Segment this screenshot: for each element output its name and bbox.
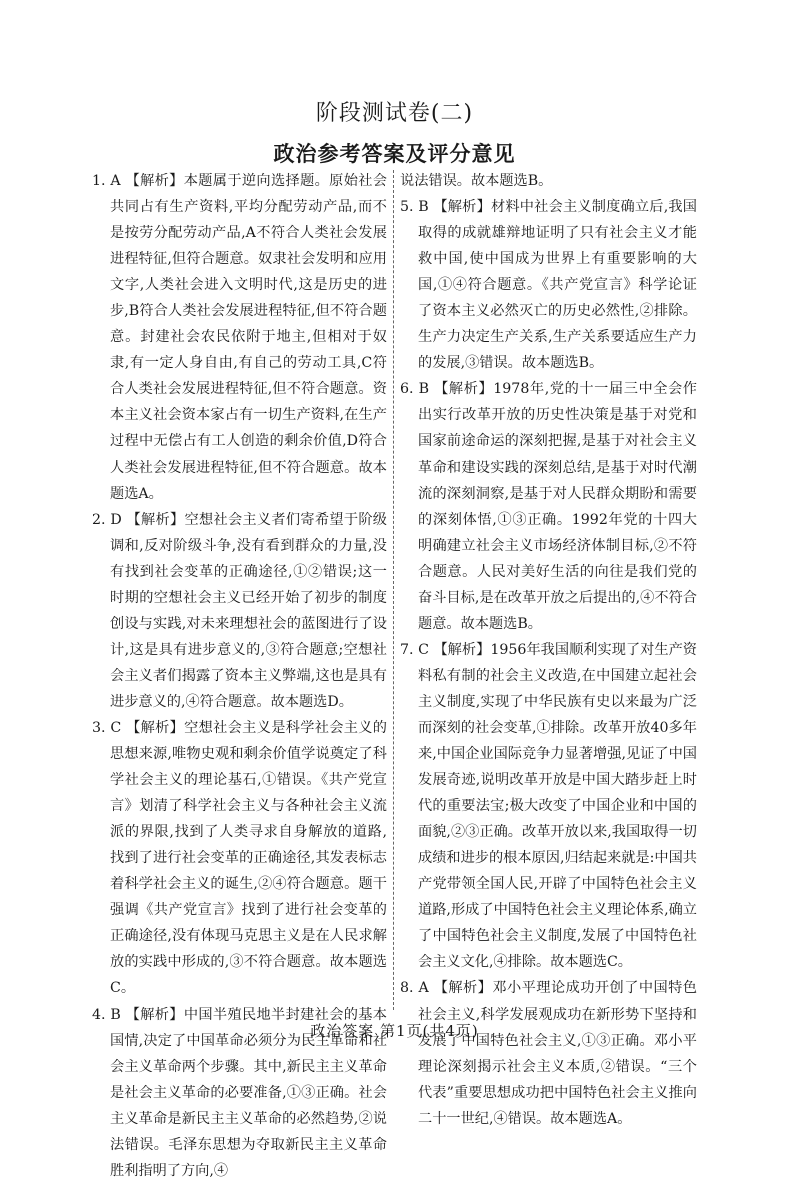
answer-2: 2. D 【解析】空想社会主义者们寄希望于阶级调和,反对阶级斗争,没有看到群众的力量,没有找到社会变革的正确途径,①②错误;这一时期的空想社会主义已经开始了初步的制度创设与实践,对未来理想社会的蓝图进行了设计,这是具有进步意义的,③符合题意;空想社会主义者们揭露了资本主义弊端,这也是具有进步意义的,④符合题意。故本题选D。: [92, 511, 387, 710]
answer-4: 4. B 【解析】中国半殖民地半封建社会的基本国情,决定了中国革命必须分为民主革命和社会主义革命两个步骤。其中,新民主主义革命是社会主义革命的必要准备,①③正确。社会主义革命是新民主主义革命的必然趋势,②说法错误。毛泽东思想为夺取新民主主义革命胜利指明了方向,④: [92, 1006, 387, 1179]
page-title: 阶段测试卷(二): [315, 101, 474, 126]
answer-3: 3. C 【解析】空想社会主义是科学社会主义的思想来源,唯物史观和剩余价值学说奠定了科学社会主义的理论基石,①错误。《共产党宣言》划清了科学社会主义与各种社会主义流派的界限,找到了人类寻求自身解放的道路,找到了进行社会变革的正确途径,其发表标志着科学社会主义的诞生,②④符合题意。题干强调《共产党宣言》找到了进行社会变革的正确途径,没有体现马克思主义是在人民求解放的实践中形成的,③不符合题意。故本题选C。: [92, 719, 387, 997]
page-footer: 政治答案 第1页(共4页): [310, 1022, 479, 1040]
column-divider: [393, 170, 394, 1010]
answer-8: 8. A 【解析】邓小平理论成功开创了中国特色社会主义,科学发展观成功在新形势下坚持和发展了中国特色社会主义,①③正确。邓小平理论深刻揭示社会主义本质,②错误。“三个代表”重要思想成功把中国特色社会主义推向二十一世纪,④错误。故本题选A。: [400, 980, 697, 1127]
right-column: [400, 168, 697, 1132]
answer-4-continued: 说法错误。故本题选B。: [400, 173, 553, 189]
answer-5: 5. B 【解析】材料中社会主义制度确立后,我国取得的成就雄辩地证明了只有社会主义才能救中国,使中国成为世界上有重要影响的大国,①④符合题意。《共产党宣言》科学论证了资本主义必然灭亡的历史必然性,②排除。生产力决定生产关系,生产关系要适应生产力的发展,③错误。故本题选B。: [400, 199, 697, 372]
answer-7: 7. C 【解析】1956年我国顺利实现了对生产资料私有制的社会主义改造,在中国建立起社会主义制度,实现了中华民族有史以来最为广泛而深刻的社会变革,①排除。改革开放40多年来,中国企业国际竞争力显著增强,见证了中国发展奇迹,说明改革开放是中国大踏步赶上时代的重要法宝;极大改变了中国企业和中国的面貌,②③正确。改革开放以来,我国取得一切成绩和进步的根本原因,归结起来就是:中国共产党带领全国人民,开辟了中国特色社会主义道路,形成了中国特色社会主义理论体系,确立了中国特色社会主义制度,发展了中国特色社会主义文化,④排除。故本题选C。: [400, 641, 697, 971]
page-subtitle: 政治参考答案及评分意见: [273, 142, 516, 166]
answer-6: 6. B 【解析】1978年,党的十一届三中全会作出实行改革开放的历史性决策是基于对党和国家前途命运的深刻把握,是基于对社会主义革命和建设实践的深刻总结,是基于对时代潮流的深刻洞察,是基于对人民群众期盼和需要的深刻体悟,①③正确。1992年党的十四大明确建立社会主义市场经济体制目标,②不符合题意。人民对美好生活的向往是我们党的奋斗目标,是在改革开放之后提出的,④不符合题意。故本题选B。: [400, 381, 697, 632]
answer-1: 1. A 【解析】本题属于逆向选择题。原始社会共同占有生产资料,平均分配劳动产品,而不是按劳分配劳动产品,A不符合人类社会发展进程特征,但符合题意。奴隶社会发明和应用文字,人类社会进入文明时代,这是历史的进步,B符合人类社会发展进程特征,但不符合题意。封建社会农民依附于地主,但相对于奴隶,有一定人身自由,有自己的劳动工具,C符合人类社会发展进程特征,但不符合题意。资本主义社会资本家占有一切生产资料,在生产过程中无偿占有工人创造的剩余价值,D符合人类社会发展进程特征,但不符合题意。故本题选A。: [92, 173, 387, 502]
